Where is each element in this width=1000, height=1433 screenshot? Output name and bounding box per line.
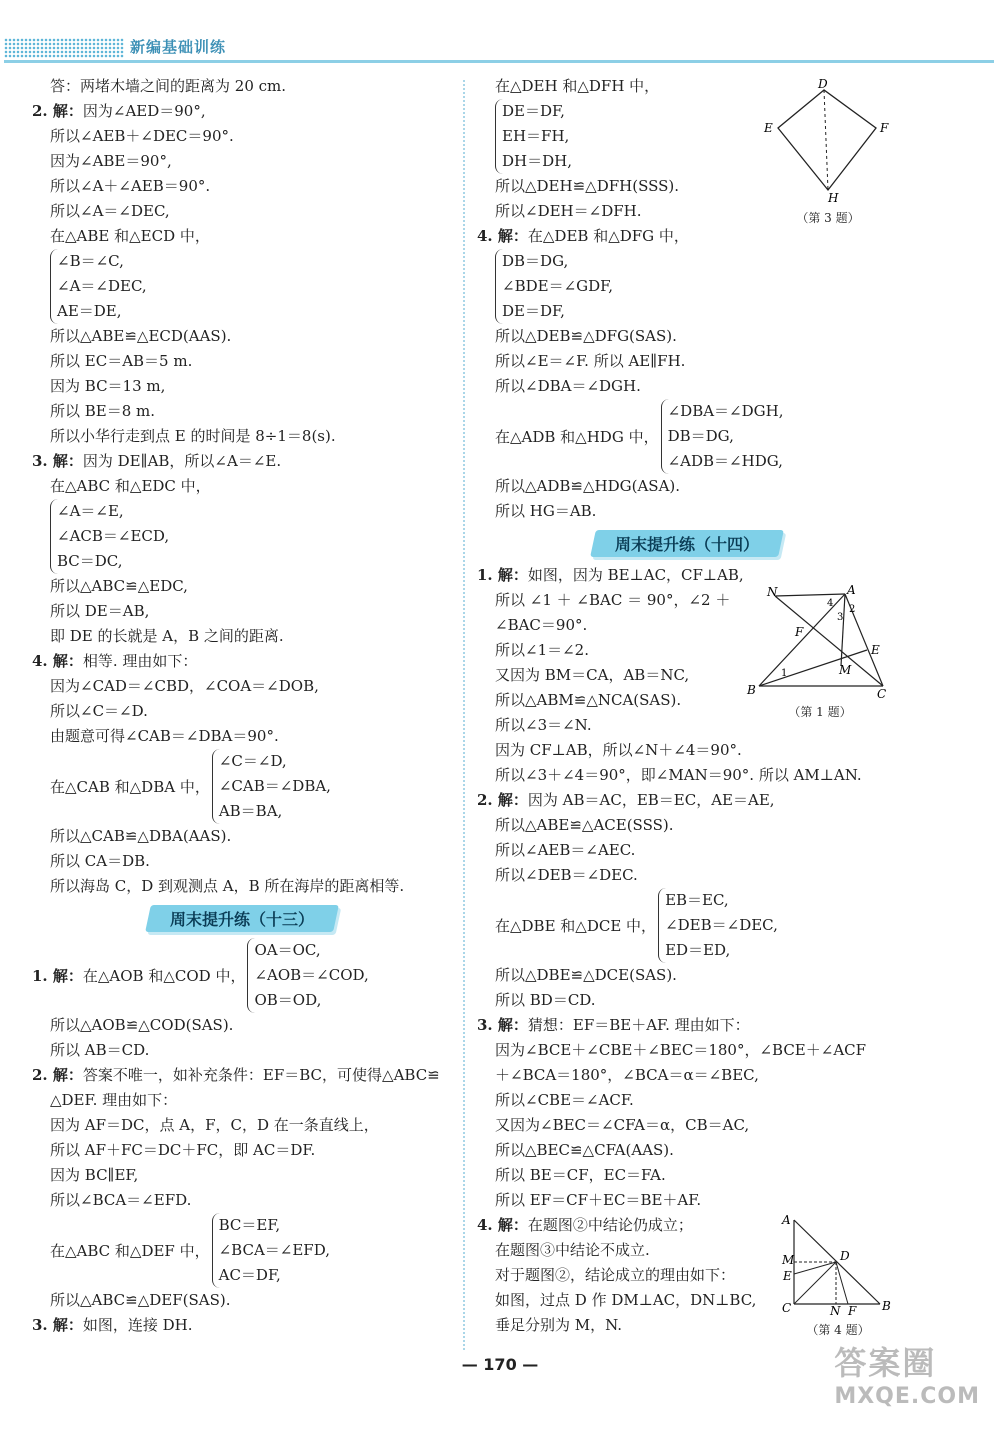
text-line: 因为 AF＝DC，点 A，F，C，D 在一条直线上，: [50, 1116, 379, 1134]
text-line: 因为 AB＝AC，EB＝EC，AE＝AE,: [527, 791, 775, 809]
problem-number: 4. 解：: [32, 652, 83, 670]
condition-brace: [50, 499, 452, 574]
left-column: [32, 74, 452, 1338]
text-line: 所以 HG＝AB.: [495, 502, 597, 520]
segment-DF: [836, 1262, 848, 1304]
condition-line: ∠ACB＝∠ECD,: [57, 527, 170, 545]
text-line: 所以△ABE≌△ACE(SSS).: [495, 816, 674, 834]
text-line: 所以∠BCA＝∠EFD.: [50, 1191, 192, 1209]
text-line: 在△CAB 和△DBA 中，: [50, 778, 210, 796]
condition-line: OA＝OC,: [254, 941, 321, 959]
label-E: E: [783, 1269, 792, 1283]
text-line: 所以△ADB≌△HDG(ASA).: [495, 477, 681, 495]
condition-line: ∠C＝∠D,: [218, 752, 287, 770]
text-line: 所以∠E＝∠F. 所以 AE∥FH.: [495, 352, 686, 370]
section-title-13: 周末提升练（十三）: [145, 905, 339, 932]
watermark-logo-text: 答案圈: [834, 1344, 937, 1382]
watermark-url: MXQE.COM: [834, 1384, 980, 1409]
text-line: 所以△DEH≌△DFH(SSS).: [495, 177, 679, 195]
label-C: C: [877, 687, 887, 700]
condition-line: AE＝DE,: [57, 302, 122, 320]
text-line: 所以△AOB≌△COD(SAS).: [50, 1016, 234, 1034]
segment-AM: [841, 594, 845, 666]
label-C: C: [782, 1301, 792, 1315]
condition-brace: [658, 888, 778, 963]
text-line: 在△ADB 和△HDG 中，: [495, 428, 659, 446]
angle-1: 1: [781, 668, 788, 679]
condition-line: EB＝EC,: [665, 891, 729, 909]
label-E: E: [764, 121, 773, 135]
label-N: N: [767, 585, 778, 599]
condition-line: ED＝ED,: [665, 941, 731, 959]
label-F: F: [848, 1304, 857, 1318]
text-line: 因为∠AED＝90°,: [82, 102, 206, 120]
text-line: 所以 BD＝CD.: [495, 991, 596, 1009]
text-line: 在△AOB 和△COD 中，: [82, 967, 246, 985]
problem-number: 2. 解：: [32, 1066, 83, 1084]
text-line: 所以∠C＝∠D.: [50, 702, 148, 720]
text-line: 所以 BE＝CF，EC＝FA.: [495, 1166, 666, 1184]
text-line: ∠BAC＝90°.: [495, 616, 588, 634]
text-line: 所以 EF＝CF＋EC＝BE＋AF.: [495, 1191, 702, 1209]
column-divider: [463, 80, 465, 1350]
text-line: 在△DBE 和△DCE 中，: [495, 917, 657, 935]
text-line: 又因为 BM＝CA，AB＝NC,: [495, 666, 690, 684]
angle-2: 2: [849, 604, 856, 615]
text-line: 对于题图②，结论成立的理由如下：: [495, 1266, 736, 1284]
text-line: 所以 EC＝AB＝5 m.: [50, 352, 193, 370]
page-header: [0, 36, 1000, 62]
label-H: H: [828, 191, 839, 205]
label-N: N: [830, 1304, 841, 1318]
condition-line: BC＝DC,: [57, 552, 123, 570]
label-M: M: [839, 663, 852, 677]
label-B: B: [882, 1299, 891, 1313]
header-dot-pattern: [4, 38, 124, 58]
label-E: E: [871, 643, 880, 657]
page-number: — 170 —: [461, 1355, 539, 1374]
label-D: D: [818, 78, 828, 91]
text-line: 所以 BE＝8 m.: [50, 402, 156, 420]
problem-number: 1. 解：: [477, 566, 528, 584]
text-line: 因为∠CAD＝∠CBD，∠COA＝∠DOB,: [50, 677, 319, 695]
condition-line: AB＝BA,: [218, 802, 283, 820]
header-rule: [4, 60, 994, 63]
condition-line: BC＝EF,: [218, 1216, 281, 1234]
condition-line: OB＝OD,: [254, 991, 322, 1009]
figure-4: [778, 1212, 898, 1338]
label-F: F: [795, 625, 804, 639]
figure-3: [758, 78, 898, 226]
problem-number: 4. 解：: [477, 227, 528, 245]
text-line: 所以∠DEH＝∠DFH.: [495, 202, 642, 220]
text-line: 因为 BC∥EF,: [50, 1166, 139, 1184]
problem-number: 1. 解：: [32, 967, 83, 985]
label-D: D: [840, 1249, 850, 1263]
condition-brace: [212, 1213, 330, 1288]
condition-line: DE＝DF,: [502, 102, 565, 120]
text-line: 所以∠3＋∠4＝90°，即∠MAN＝90°. 所以 AM⊥AN.: [495, 766, 862, 784]
text-line: 所以 AB＝CD.: [50, 1041, 150, 1059]
section-title-14: 周末提升练（十四）: [590, 530, 784, 557]
text-line: 因为 CF⊥AB，所以∠N＋∠4＝90°.: [495, 741, 742, 759]
label-B: B: [747, 683, 756, 697]
text-line: 所以∠1＝∠2.: [495, 641, 589, 659]
figure-caption: （第 4 题）: [806, 1323, 870, 1337]
text-line: 所以△ABC≌△DEF(SAS).: [50, 1291, 231, 1309]
condition-line: ∠A＝∠DEC,: [57, 277, 147, 295]
text-line: 由题意可得∠CAB＝∠DBA＝90°.: [50, 727, 279, 745]
text-line: 猜想：EF＝BE＋AF. 理由如下：: [527, 1016, 750, 1034]
text-line: 所以△DBE≌△DCE(SAS).: [495, 966, 677, 984]
text-line: 所以海岛 C，D 到观测点 A，B 所在海岸的距离相等.: [50, 877, 405, 895]
label-A: A: [782, 1213, 791, 1227]
text-line: 所以小华行走到点 E 的时间是 8÷1＝8(s).: [50, 427, 336, 445]
problem-number: 4. 解：: [477, 1216, 528, 1234]
text-line: 所以 ∠1 ＋ ∠BAC ＝ 90°，∠2 ＋: [495, 591, 731, 609]
condition-brace: [247, 938, 368, 1013]
text-line: 所以∠DBA＝∠DGH.: [495, 377, 641, 395]
figure-caption: （第 1 题）: [788, 705, 852, 719]
condition-line: DB＝DG,: [667, 427, 734, 445]
segment-NA: [775, 594, 845, 596]
text-line: 所以∠AEB＋∠DEC＝90°.: [50, 127, 234, 145]
problem-number: 3. 解：: [32, 452, 83, 470]
text-line: ＋∠BCA＝180°，∠BCA＝α＝∠BEC,: [495, 1066, 759, 1084]
text-line: 垂足分别为 M，N.: [495, 1316, 623, 1334]
text-line: 如图，因为 BE⊥AC，CF⊥AB,: [527, 566, 744, 584]
text-line: 因为 DE∥AB，所以∠A＝∠E.: [82, 452, 282, 470]
text-line: 在△ABC 和△EDC 中，: [50, 477, 211, 495]
text-line: 即 DE 的长就是 A，B 之间的距离.: [50, 627, 284, 645]
condition-line: ∠B＝∠C,: [57, 252, 124, 270]
text-line: 相等. 理由如下：: [82, 652, 198, 670]
text-line: △DEF. 理由如下：: [50, 1091, 178, 1109]
segment-NC: [775, 596, 883, 686]
condition-brace: [495, 249, 897, 324]
text-line: 所以 CA＝DB.: [50, 852, 150, 870]
header-title: 新编基础训练: [130, 38, 227, 56]
condition-brace: [661, 399, 784, 474]
condition-line: EH＝FH,: [502, 127, 570, 145]
problem-number: 2. 解：: [477, 791, 528, 809]
label-A: A: [847, 583, 856, 597]
dashed-diagonal: [824, 90, 828, 190]
condition-line: AC＝DF,: [218, 1266, 281, 1284]
text-line: 如图，过点 D 作 DM⊥AC，DN⊥BC,: [495, 1291, 757, 1309]
figure-caption: （第 3 题）: [796, 211, 860, 225]
text-line: 如图，连接 DH.: [82, 1316, 193, 1334]
angle-4: 4: [827, 598, 834, 609]
text-line: 答案不唯一，如补充条件：EF＝BC，可使得△ABC≌: [82, 1066, 440, 1084]
text-line: 在题图②中结论仍成立；: [527, 1216, 693, 1234]
condition-line: DH＝DH,: [502, 152, 572, 170]
text-line: 所以△BEC≌△CFA(AAS).: [495, 1141, 674, 1159]
text-line: 在△ABC 和△DEF 中，: [50, 1242, 210, 1260]
condition-line: ∠BDE＝∠GDF,: [502, 277, 613, 295]
text-line: 在△ABE 和△ECD 中，: [50, 227, 210, 245]
watermark: [834, 1338, 980, 1409]
condition-line: ∠AOB＝∠COD,: [254, 966, 369, 984]
text-line: 所以∠3＝∠N.: [495, 716, 592, 734]
text-line: 因为 BC＝13 m,: [50, 377, 166, 395]
condition-brace: [212, 749, 331, 824]
label-M: M: [782, 1253, 795, 1267]
problem-number: 3. 解：: [477, 1016, 528, 1034]
problem-number: 2. 解：: [32, 102, 83, 120]
text-line: 所以∠DEB＝∠DEC.: [495, 866, 638, 884]
text-line: 所以△ABE≌△ECD(AAS).: [50, 327, 232, 345]
text-line: 所以 AF＋FC＝DC＋FC，即 AC＝DF.: [50, 1141, 316, 1159]
condition-line: ∠A＝∠E,: [57, 502, 124, 520]
condition-line: DE＝DF,: [502, 302, 565, 320]
condition-line: ∠CAB＝∠DBA,: [218, 777, 331, 795]
text-line: 所以∠A＋∠AEB＝90°.: [50, 177, 211, 195]
text-line: 所以△DEB≌△DFG(SAS).: [495, 327, 677, 345]
condition-brace: [50, 249, 452, 324]
condition-line: ∠BCA＝∠EFD,: [218, 1241, 330, 1259]
angle-3: 3: [837, 612, 844, 623]
text-line: 因为∠ABE＝90°,: [50, 152, 172, 170]
right-triangle-diagram: [778, 1212, 898, 1318]
text-line: 所以∠A＝∠DEC,: [50, 202, 170, 220]
condition-line: DB＝DG,: [502, 252, 569, 270]
condition-line: ∠DEB＝∠DEC,: [665, 916, 778, 934]
condition-line: ∠ADB＝∠HDG,: [667, 452, 783, 470]
text-line: 在△DEH 和△DFH 中，: [495, 77, 660, 95]
condition-line: ∠DBA＝∠DGH,: [667, 402, 784, 420]
triangle-diagram: [745, 582, 895, 700]
text-line: 在△DEB 和△DFG 中，: [527, 227, 689, 245]
text-line: 所以△ABC≌△EDC,: [50, 577, 188, 595]
text-line: 答：两堵木墙之间的距离为 20 cm.: [50, 77, 287, 95]
text-line: 所以∠AEB＝∠AEC.: [495, 841, 636, 859]
text-line: 所以△CAB≌△DBA(AAS).: [50, 827, 232, 845]
text-line: 在题图③中结论不成立.: [495, 1241, 650, 1259]
text-line: 所以 DE＝AB,: [50, 602, 150, 620]
kite-diagram: [758, 78, 898, 206]
text-line: 所以∠CBE＝∠ACF.: [495, 1091, 634, 1109]
text-line: 因为∠BCE＋∠CBE＋∠BEC＝180°，∠BCE＋∠ACF: [495, 1041, 867, 1059]
problem-number: 3. 解：: [32, 1316, 83, 1334]
text-line: 又因为∠BEC＝∠CFA＝α，CB＝AC,: [495, 1116, 750, 1134]
label-F: F: [880, 121, 889, 135]
figure-1: [745, 582, 895, 720]
text-line: 所以△ABM≌△NCA(SAS).: [495, 691, 682, 709]
